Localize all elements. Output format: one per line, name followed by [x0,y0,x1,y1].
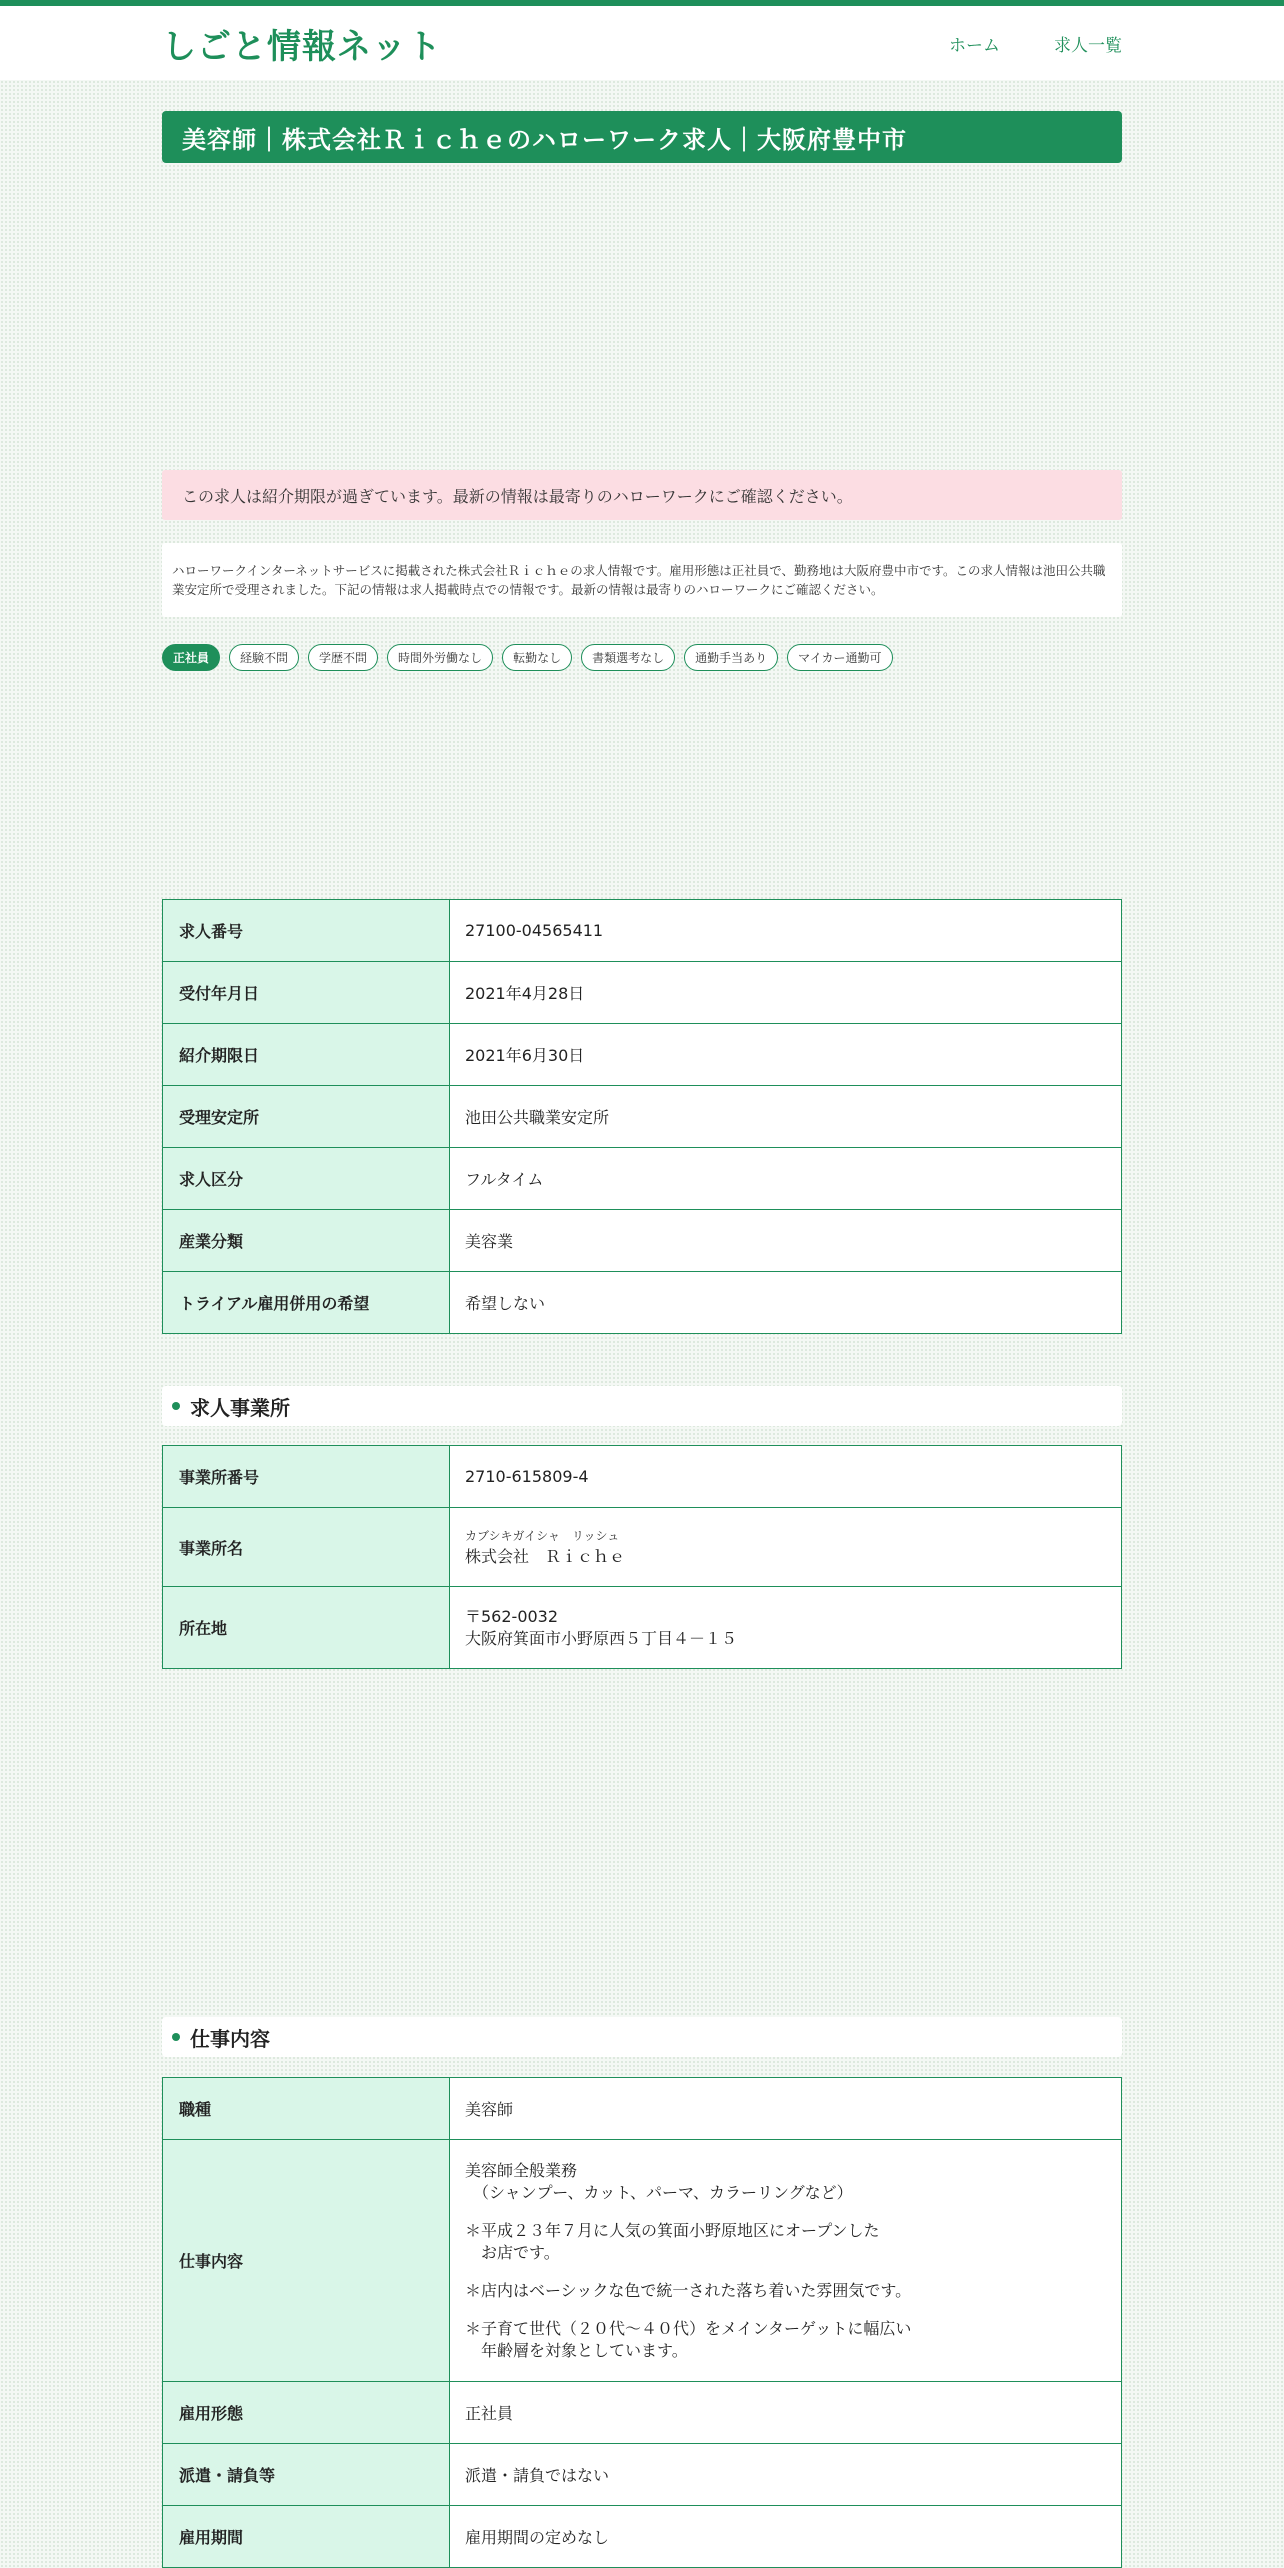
job-info-table [162,2077,1122,2568]
table-row [163,900,1122,962]
office-name-cell [450,1508,1122,1587]
address-cell [450,1587,1122,1669]
employment-period: 雇用期間の定めなし [450,2506,1122,2568]
tag-no-overtime: 時間外労働なし [387,644,493,671]
bullet-icon [172,1402,180,1410]
table-row [163,2078,1122,2140]
row-value: 2021年4月28日 [450,962,1122,1024]
job-content-line: お店です。 [465,2242,560,2262]
spacer [465,2302,1106,2318]
postal-code: 〒562-0032 [465,1606,559,1626]
table-row [163,2382,1122,2444]
row-label: 事業所番号 [163,1446,450,1508]
table-row [163,1148,1122,1210]
table-row [163,1024,1122,1086]
table-row [163,1508,1122,1587]
job-content-cell [450,2140,1122,2382]
section-heading-office [162,1386,1122,1426]
table-row [163,1587,1122,1669]
section-heading-job [162,2017,1122,2057]
table-row [163,1446,1122,1508]
spacer [465,2264,1106,2280]
row-label: 所在地 [163,1587,450,1669]
row-label: 仕事内容 [163,2140,450,2382]
tag-car-commute: マイカー通勤可 [787,644,892,671]
row-label: 求人番号 [163,900,450,962]
tag-list [162,644,1122,671]
table-row [163,1272,1122,1334]
row-label: 雇用形態 [163,2382,450,2444]
row-value: 27100-04565411 [450,900,1122,962]
basic-info-table [162,899,1122,1334]
office-name-kana: カブシキガイシャ リッシュ [465,1528,620,1543]
job-description-summary: ハローワークインターネットサービスに掲載された株式会社Ｒｉｃｈｅの求人情報です。雇用形態は正社員で、勤務地は大阪府豊中市です。この求人情報は池田公共職業安定所で受理されました。下記の情報は求人掲載時点での情報です。最新の情報は最寄りのハローワークにご確認ください。 [162,543,1122,617]
tag-no-education: 学歴不問 [308,644,378,671]
site-header [0,6,1284,80]
row-value: フルタイム [450,1148,1122,1210]
tag-no-document-screening: 書類選考なし [581,644,675,671]
job-content-line: 年齢層を対象としています。 [465,2340,688,2360]
job-content-line: （シャンプー、カット、パーマ、カラーリングなど） [465,2182,853,2202]
spacer [465,2204,1106,2220]
office-name: 株式会社 Ｒｉｃｈｅ [465,1546,626,1566]
job-content-line: ＊店内はベーシックな色で統一された落ち着いた雰囲気です。 [465,2280,912,2300]
table-row [163,2444,1122,2506]
main-nav [949,31,1122,56]
table-row [163,962,1122,1024]
job-content-line: ＊子育て世代（２０代～４０代）をメインターゲットに幅広い [465,2318,912,2338]
row-value: 希望しない [450,1272,1122,1334]
table-row [163,2506,1122,2568]
row-label: 求人区分 [163,1148,450,1210]
table-row [163,1086,1122,1148]
job-content-line: 美容師全般業務 [465,2160,578,2180]
job-content-line: ＊平成２３年７月に人気の箕面小野原地区にオープンした [465,2220,880,2240]
page-title: 美容師｜株式会社Ｒｉｃｈｅのハローワーク求人｜大阪府豊中市 [162,111,1122,163]
tag-no-transfer: 転勤なし [502,644,572,671]
office-info-table [162,1445,1122,1669]
nav-home-link[interactable]: ホーム [949,35,1000,56]
row-label: 派遣・請負等 [163,2444,450,2506]
section-heading-label: 仕事内容 [190,2026,270,2051]
tag-no-experience: 経験不問 [229,644,299,671]
office-number: 2710-615809-4 [450,1446,1122,1508]
row-label: トライアル雇用併用の希望 [163,1272,450,1334]
row-label: 雇用期間 [163,2506,450,2568]
expired-notice: この求人は紹介期限が過ぎています。最新の情報は最寄りのハローワークにご確認ください。 [162,470,1122,520]
row-value: 池田公共職業安定所 [450,1086,1122,1148]
row-label: 産業分類 [163,1210,450,1272]
site-logo[interactable]: しごと情報ネット [162,26,442,67]
row-label: 紹介期限日 [163,1024,450,1086]
section-heading-label: 求人事業所 [190,1395,290,1420]
row-value: 美容業 [450,1210,1122,1272]
row-label: 受理安定所 [163,1086,450,1148]
address: 大阪府箕面市小野原西５丁目４－１５ [465,1628,738,1648]
nav-job-list-link[interactable]: 求人一覧 [1054,35,1122,56]
row-label: 事業所名 [163,1508,450,1587]
employment-type: 正社員 [450,2382,1122,2444]
row-label: 受付年月日 [163,962,450,1024]
row-value: 2021年6月30日 [450,1024,1122,1086]
tag-commute-allowance: 通勤手当あり [684,644,778,671]
tag-full-time: 正社員 [162,644,220,671]
dispatch-status: 派遣・請負ではない [450,2444,1122,2506]
table-row [163,1210,1122,1272]
bullet-icon [172,2033,180,2041]
table-row [163,2140,1122,2382]
job-type: 美容師 [450,2078,1122,2140]
row-label: 職種 [163,2078,450,2140]
